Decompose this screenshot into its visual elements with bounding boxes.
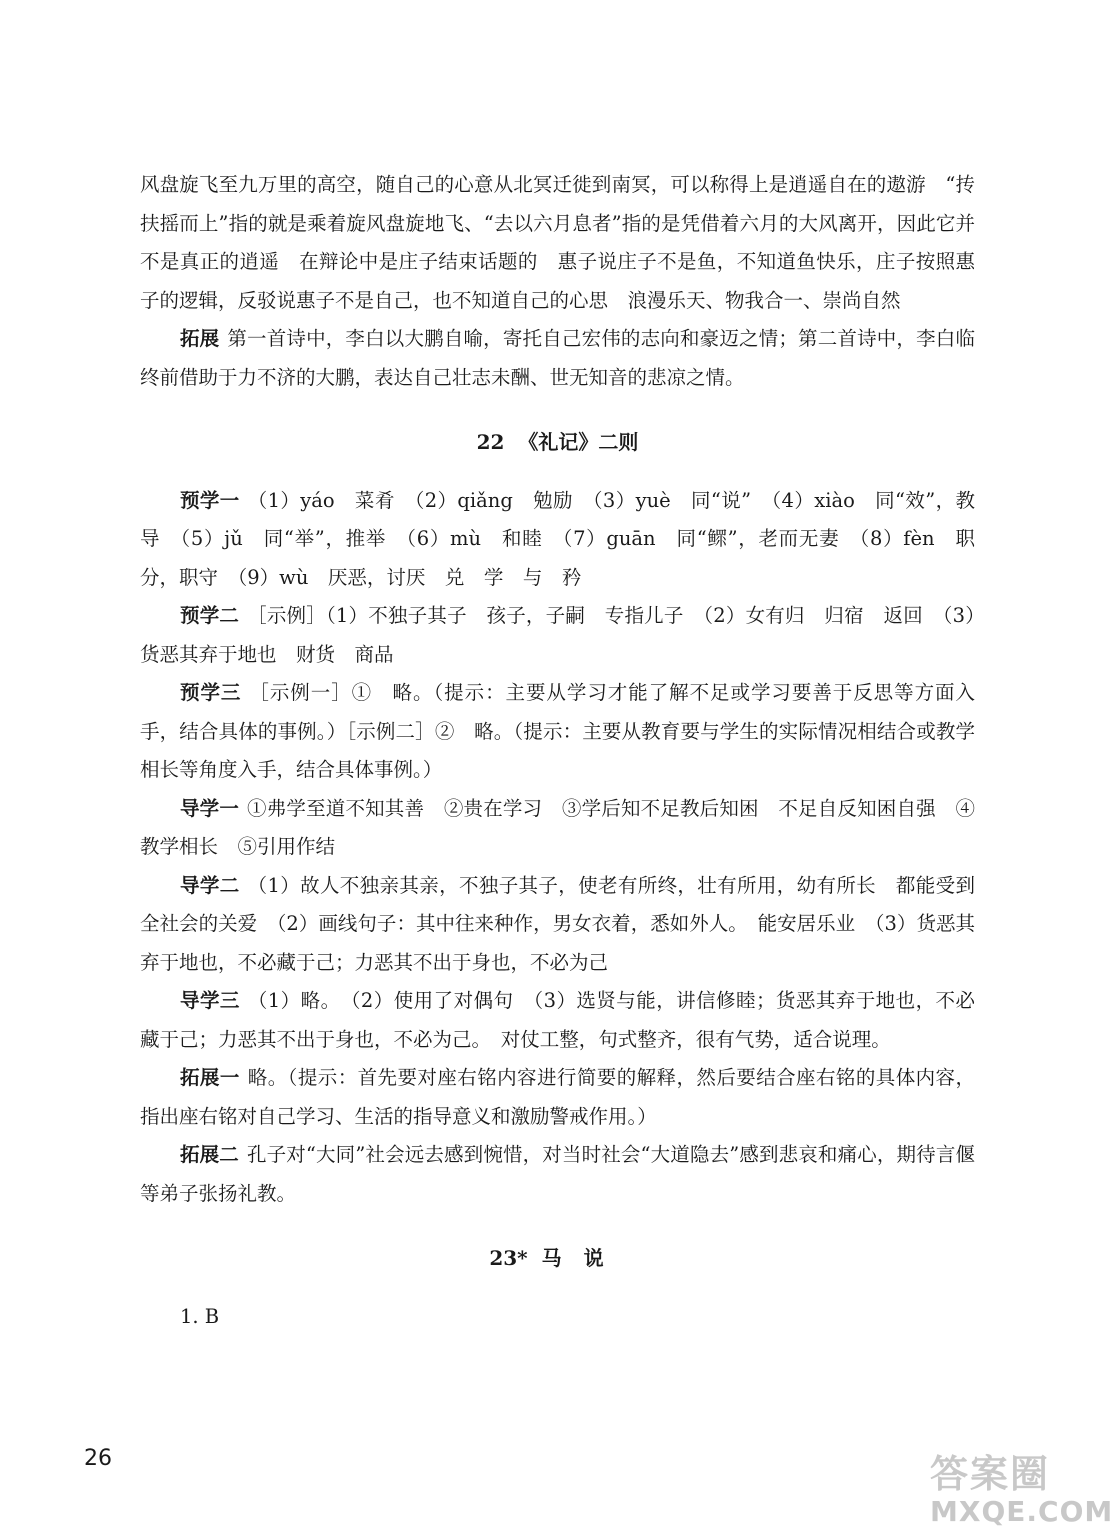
section-22-item	[140, 1136, 975, 1213]
item-label: 预学三	[180, 681, 242, 704]
section-23-heading	[140, 1239, 975, 1278]
section-22-item	[140, 482, 975, 598]
tuozhan-text: 第一首诗中，李白以大鹏自喻，寄托自己宏伟的志向和豪迈之情；第二首诗中，李白临终前借助于力不济的大鹏，表达自己壮志未酬、世无知音的悲凉之情。	[140, 327, 975, 389]
item-label: 导学一	[180, 796, 240, 820]
section-22-item	[140, 982, 975, 1059]
item-label: 拓展一	[180, 1066, 240, 1089]
continued-paragraph: 风盘旋飞至九万里的高空，随自己的心意从北冥迁徙到南冥，可以称得上是逍遥自在的遨游 “抟扶摇而上”指的就是乘着旋风盘旋地飞、“去以六月息者”指的是凭借着六月的大风离开，因此它并不是真正的逍遥 在辩论中是庄子结束话题的 惠子说庄子不是鱼，不知道鱼快乐，庄子按照惠子的逻辑，反驳说惠子不是自己，也不知道自己的心思 浪漫乐天、物我合一、崇尚自然	[140, 173, 975, 312]
item-text: ［示例一］① 略。（提示：主要从学习才能了解不足或学习要善于反思等方面入手，结合具体的事例。）［示例二］② 略。（提示：主要从教育要与学生的实际情况相结合或教学相长等角度入手，结合具体事例。）	[140, 681, 975, 781]
section-23-answer: 1. B	[180, 1304, 220, 1328]
item-label: 预学二	[180, 604, 240, 627]
section-22-item	[140, 597, 975, 674]
item-label: 导学二	[180, 873, 240, 897]
section-22-item	[140, 674, 975, 790]
section-22-title: 《礼记》二则	[518, 430, 639, 454]
item-label: 拓展二	[180, 1143, 239, 1166]
item-text: ①弗学至道不知其善 ②贵在学习 ③学后知不足教后知困 不足自反知困自强 ④教学相长 ⑤引用作结	[140, 796, 975, 858]
section-23-number: 23*	[489, 1246, 528, 1270]
item-text: 孔子对“大同”社会远去感到惋惜，对当时社会“大道隐去”感到悲哀和痛心，期待言偃等弟子张扬礼教。	[140, 1143, 975, 1205]
tuozhan-label: 拓展	[180, 327, 220, 350]
item-text: ［示例］（1）不独子其子 孩子，子嗣 专指儿子 （2）女有归 归宿 返回 （3）货恶其弃于地也 财货 商品	[140, 604, 975, 666]
watermark-logo	[930, 1452, 1113, 1532]
section-22-item	[140, 790, 975, 867]
item-text: 略。（提示：首先要对座右铭内容进行简要的解释，然后要结合座右铭的具体内容，指出座右铭对自己学习、生活的指导意义和激励警戒作用。）	[140, 1066, 975, 1128]
item-text: （1）略。 （2）使用了对偶句 （3）选贤与能，讲信修睦；货恶其弃于地也，不必藏于己；力恶其不出于身也，不必为己。 对仗工整，句式整齐，很有气势，适合说理。	[140, 989, 975, 1051]
section-22-number: 22	[476, 430, 505, 454]
section-23-title: 马说	[541, 1246, 626, 1270]
answer-content	[140, 166, 975, 1336]
page-number: 26	[84, 1446, 112, 1471]
item-label: 预学一	[180, 488, 240, 512]
watermark-site: MXQE.COM	[930, 1495, 1113, 1528]
section-22-heading	[140, 423, 975, 462]
section-22-item	[140, 867, 975, 983]
section-22-item	[140, 1059, 975, 1136]
item-label: 导学三	[180, 989, 240, 1012]
item-text: （1）故人不独亲其亲，不独子其子，使老有所终，壮有所用，幼有所长 都能受到全社会的关爱 （2）画线句子：其中往来种作，男女衣着，悉如外人。 能安居乐业 （3）货恶其弃于地也，不必藏于己；力恶其不出于身也，不必为己	[140, 873, 975, 974]
watermark-title: 答案圈	[930, 1452, 1051, 1496]
item-text: （1）yáo 菜肴 （2）qiǎng 勉励 （3）yuè 同“说” （4）xiào 同“效”，教导 （5）jǔ 同“举”，推举 （6）mù 和睦 （7）guān 同“鳏”，老而无妻 （8）fèn 职分，职守 （9）wù 厌恶，讨厌 兑 学 与 矜	[140, 488, 975, 589]
tuozhan-paragraph	[140, 320, 975, 397]
